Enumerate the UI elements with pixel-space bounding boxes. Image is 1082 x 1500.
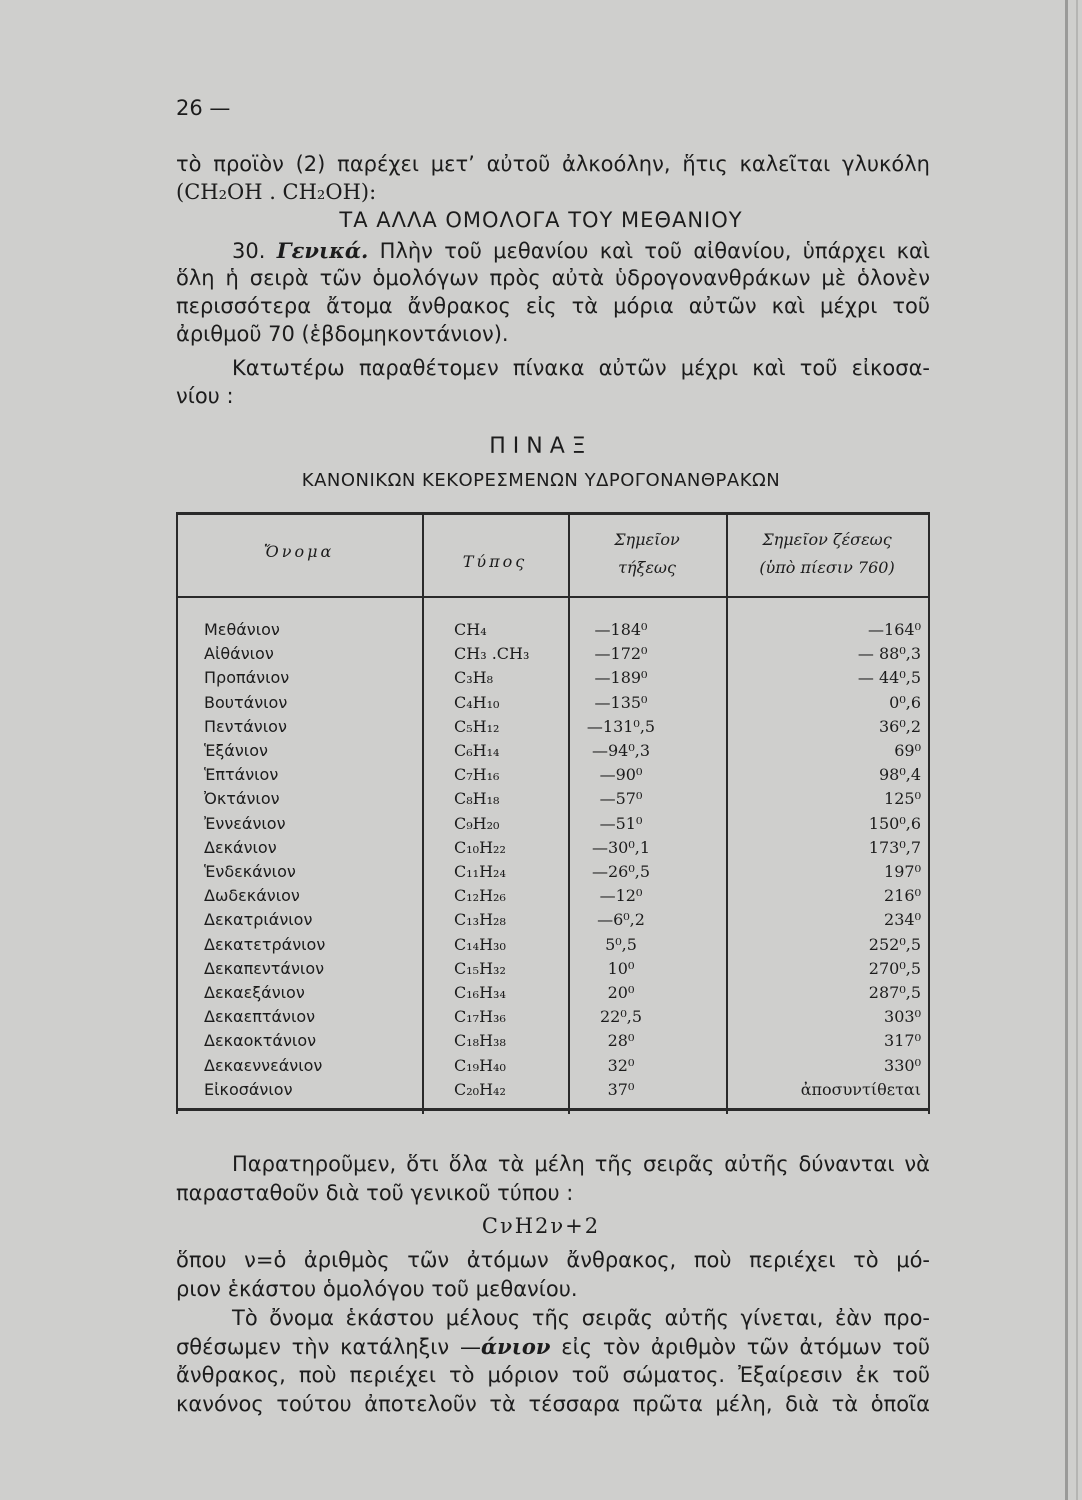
cell-formula: C₅H₁₂ xyxy=(454,716,500,736)
cell-boiling-point: 150⁰,6 xyxy=(868,813,921,833)
cell-name: Προπάνιον xyxy=(204,668,290,688)
header-boiling-l1: Σημεῖον ζέσεως xyxy=(762,530,892,549)
cell-formula: C₁₅H₃₂ xyxy=(454,958,506,978)
cell-melting-point: —94⁰,3 xyxy=(591,741,651,760)
cell-melting-point: —57⁰ xyxy=(599,789,643,809)
cell-formula: C₁₇H₃₆ xyxy=(454,1007,506,1027)
cell-formula: CH₃ .CH₃ xyxy=(454,644,530,664)
cell-melting-point: —189⁰ xyxy=(594,668,648,688)
section-30-line-1-text: Πλὴν τοῦ μεθανίου καὶ τοῦ αἰθανίου, ὑπάρχει καὶ xyxy=(379,239,930,263)
cell-melting-point: 22⁰,5 xyxy=(599,1007,643,1027)
cell-boiling-point: 69⁰ xyxy=(894,741,921,760)
after-line-8: κανόνος τούτου ἀποτελοῦν τὰ τέσσαρα πρῶτα μέλη, διὰ τὰ ὁποῖα xyxy=(176,1392,930,1416)
cell-melting-point: —6⁰,2 xyxy=(597,910,645,930)
page-number: 26 — xyxy=(176,96,231,120)
cell-name: Βουτάνιον xyxy=(204,692,288,712)
cell-name: Δεκατριάνιον xyxy=(204,910,313,930)
cell-formula: C₈H₁₈ xyxy=(454,789,500,809)
table-title: ΠΙΝΑΞ xyxy=(489,434,593,459)
cell-melting-point: 32⁰ xyxy=(607,1055,635,1075)
cell-formula: CH₄ xyxy=(454,620,487,639)
section-30-line-3: περισσότερα ἄτομα ἄνθρακος εἰς τὰ μόρια αὐτῶν καὶ μέχρι τοῦ xyxy=(176,294,930,318)
table-row xyxy=(176,668,930,692)
cell-formula: C₁₃H₂₈ xyxy=(454,910,506,930)
cell-boiling-point: 173⁰,7 xyxy=(868,837,921,857)
table-row xyxy=(176,717,930,741)
cell-name: Μεθάνιον xyxy=(204,620,280,639)
cell-formula: C₂₀H₄₂ xyxy=(454,1079,506,1099)
section-30-line-1 xyxy=(232,238,930,263)
cell-melting-point: 5⁰,5 xyxy=(605,934,637,954)
table-row xyxy=(176,935,930,959)
cell-melting-point: 37⁰ xyxy=(607,1079,635,1099)
cell-melting-point: 28⁰ xyxy=(607,1031,635,1051)
cell-name: Ἑπτάνιον xyxy=(204,765,279,785)
cell-formula: C₉H₂₀ xyxy=(454,813,500,833)
cell-boiling-point: 216⁰ xyxy=(884,886,921,906)
cell-name: Ὀκτάνιον xyxy=(204,789,280,809)
cell-name: Ἑνδεκάνιον xyxy=(204,862,296,881)
section-heading: ΤΑ ΑΛΛΑ ΟΜΟΛΟΓΑ ΤΟΥ ΜΕΘΑΝΙΟΥ xyxy=(339,208,743,232)
cell-melting-point: —135⁰ xyxy=(594,692,648,712)
table-intro-line-2: νίου : xyxy=(176,384,234,408)
cell-name: Πεντάνιον xyxy=(204,716,287,736)
cell-name: Δεκαπεντάνιον xyxy=(204,958,325,978)
cell-melting-point: —90⁰ xyxy=(599,765,643,785)
table-row xyxy=(176,765,930,789)
table-row xyxy=(176,741,930,765)
intro-line-1: τὸ προϊὸν (2) παρέχει μετ’ αὐτοῦ ἀλκοόλην, ἥτις καλεῖται γλυκόλη xyxy=(176,152,930,176)
table-row xyxy=(176,1056,930,1080)
header-type: Τύπος xyxy=(462,552,528,571)
cell-name: Δεκαεξάνιον xyxy=(204,983,305,1002)
table-row xyxy=(176,693,930,717)
cell-name: Αἰθάνιον xyxy=(204,644,274,664)
cell-name: Ἐννεάνιον xyxy=(204,813,286,833)
table-subtitle: ΚΑΝΟΝΙΚΩΝ ΚΕΚΟΡΕΣΜΕΝΩΝ ΥΔΡΟΓΟΝΑΝΘΡΑΚΩΝ xyxy=(301,470,781,491)
table-row xyxy=(176,620,930,644)
cell-formula: C₁₆H₃₄ xyxy=(454,983,506,1002)
cell-boiling-point: 125⁰ xyxy=(884,789,921,809)
cell-melting-point: —30⁰,1 xyxy=(591,837,651,857)
table-row xyxy=(176,838,930,862)
table-row xyxy=(176,910,930,934)
after-line-6-start: σθέσωμεν τὴν κατάληξιν — xyxy=(176,1335,481,1359)
cell-formula: C₁₁H₂₄ xyxy=(454,862,506,881)
cell-boiling-point: 36⁰,2 xyxy=(878,716,921,736)
header-melting-l2: τήξεως xyxy=(618,558,676,577)
cell-formula: C₁₀H₂₂ xyxy=(454,837,506,857)
cell-name: Εἰκοσάνιον xyxy=(204,1079,293,1099)
after-line-6 xyxy=(176,1334,930,1359)
suffix-anion: άνιον xyxy=(480,1334,551,1359)
table-row xyxy=(176,886,930,910)
after-line-3: ὅπου ν=ὁ ἀριθμὸς τῶν ἀτόμων ἄνθρακος, ποὺ περιέχει τὸ μό- xyxy=(176,1248,930,1272)
table-row xyxy=(176,1080,930,1104)
cell-melting-point: —172⁰ xyxy=(594,644,648,664)
table-top-rule xyxy=(176,512,930,515)
cell-formula: C₆H₁₄ xyxy=(454,741,500,760)
cell-name: Ἑξάνιον xyxy=(204,741,268,760)
cell-name: Δεκαοκτάνιον xyxy=(204,1031,317,1051)
intro-formula: (CH₂OH . CH₂OH): xyxy=(176,180,377,204)
cell-formula: C₄H₁₀ xyxy=(454,692,500,712)
table-row xyxy=(176,789,930,813)
table-row xyxy=(176,814,930,838)
after-line-7: ἄνθρακος, ποὺ περιέχει τὸ μόριον τοῦ σώματος. Ἐξαίρεσιν ἐκ τοῦ xyxy=(176,1363,930,1387)
cell-name: Δωδεκάνιον xyxy=(204,886,300,906)
cell-formula: C₃H₈ xyxy=(454,668,494,688)
table-intro-line-1: Κατωτέρω παραθέτομεν πίνακα αὐτῶν μέχρι καὶ τοῦ εἰκοσα- xyxy=(232,356,930,380)
hydrocarbon-table xyxy=(176,512,930,1114)
cell-name: Δεκατετράνιον xyxy=(204,934,326,954)
after-line-2: παρασταθοῦν διὰ τοῦ γενικοῦ τύπου : xyxy=(176,1181,574,1205)
cell-boiling-point: 252⁰,5 xyxy=(868,934,921,954)
after-line-6-end: εἰς τὸν ἀριθμὸν τῶν ἀτόμων τοῦ xyxy=(550,1335,931,1359)
table-row xyxy=(176,983,930,1007)
table-row xyxy=(176,1007,930,1031)
header-melting-l1: Σημεῖον xyxy=(614,530,680,549)
header-boiling-l2: (ὑπὸ πίεσιν 760) xyxy=(759,558,895,577)
cell-boiling-point: 330⁰ xyxy=(884,1055,921,1075)
cell-boiling-point: 98⁰,4 xyxy=(878,765,921,785)
cell-boiling-point: —164⁰ xyxy=(868,620,921,639)
section-number: 30. xyxy=(232,239,266,263)
section-30-line-2: ὅλη ἡ σειρὰ τῶν ὁμολόγων πρὸς αὐτὰ ὑδρογονανθράκων μὲ ὁλονὲν xyxy=(176,266,930,290)
cell-melting-point: —26⁰,5 xyxy=(591,862,651,881)
cell-formula: C₁₈H₃₈ xyxy=(454,1031,506,1051)
table-row xyxy=(176,862,930,886)
cell-melting-point: —131⁰,5 xyxy=(586,716,656,736)
cell-boiling-point: ἀποσυντίθεται xyxy=(800,1079,921,1099)
cell-boiling-point: 234⁰ xyxy=(884,910,921,930)
cell-boiling-point: 303⁰ xyxy=(884,1007,921,1027)
table-row xyxy=(176,1031,930,1055)
cell-formula: C₁₂H₂₆ xyxy=(454,886,506,906)
section-label: Γενικά. xyxy=(276,238,369,263)
cell-boiling-point: 197⁰ xyxy=(884,862,921,881)
cell-boiling-point: — 88⁰,3 xyxy=(857,644,921,664)
after-line-5: Τὸ ὄνομα ἑκάστου μέλους τῆς σειρᾶς αὐτῆς γίνεται, ἐὰν προ- xyxy=(232,1306,930,1330)
cell-name: Δεκάνιον xyxy=(204,837,277,857)
section-30-line-4: ἀριθμοῦ 70 (ἑβδομηκοντάνιον). xyxy=(176,322,509,346)
cell-melting-point: 10⁰ xyxy=(607,958,635,978)
cell-formula: C₁₄H₃₀ xyxy=(454,934,506,954)
after-line-1: Παρατηροῦμεν, ὅτι ὅλα τὰ μέλη τῆς σειρᾶς αὐτῆς δύνανται νὰ xyxy=(232,1152,930,1176)
cell-formula: C₇H₁₆ xyxy=(454,765,500,785)
table-row xyxy=(176,644,930,668)
header-name: Ὄνομα xyxy=(263,542,335,561)
general-formula: CνH2ν+2 xyxy=(481,1214,601,1238)
cell-boiling-point: 270⁰,5 xyxy=(868,958,921,978)
cell-boiling-point: 0⁰,6 xyxy=(889,692,921,712)
cell-boiling-point: — 44⁰,5 xyxy=(857,668,921,688)
cell-boiling-point: 287⁰,5 xyxy=(868,983,921,1002)
table-bottom-rule xyxy=(176,1108,930,1111)
cell-melting-point: —184⁰ xyxy=(594,620,648,639)
cell-name: Δεκαεπτάνιον xyxy=(204,1007,316,1027)
cell-boiling-point: 317⁰ xyxy=(884,1031,921,1051)
after-line-4: ριον ἑκάστου ὁμολόγου τοῦ μεθανίου. xyxy=(176,1277,578,1301)
cell-melting-point: 20⁰ xyxy=(607,983,635,1002)
cell-name: Δεκαεννεάνιον xyxy=(204,1055,323,1075)
cell-formula: C₁₉H₄₀ xyxy=(454,1055,506,1075)
cell-melting-point: —12⁰ xyxy=(599,886,643,906)
table-header-rule xyxy=(176,596,930,598)
cell-melting-point: —51⁰ xyxy=(599,813,643,833)
table-row xyxy=(176,959,930,983)
